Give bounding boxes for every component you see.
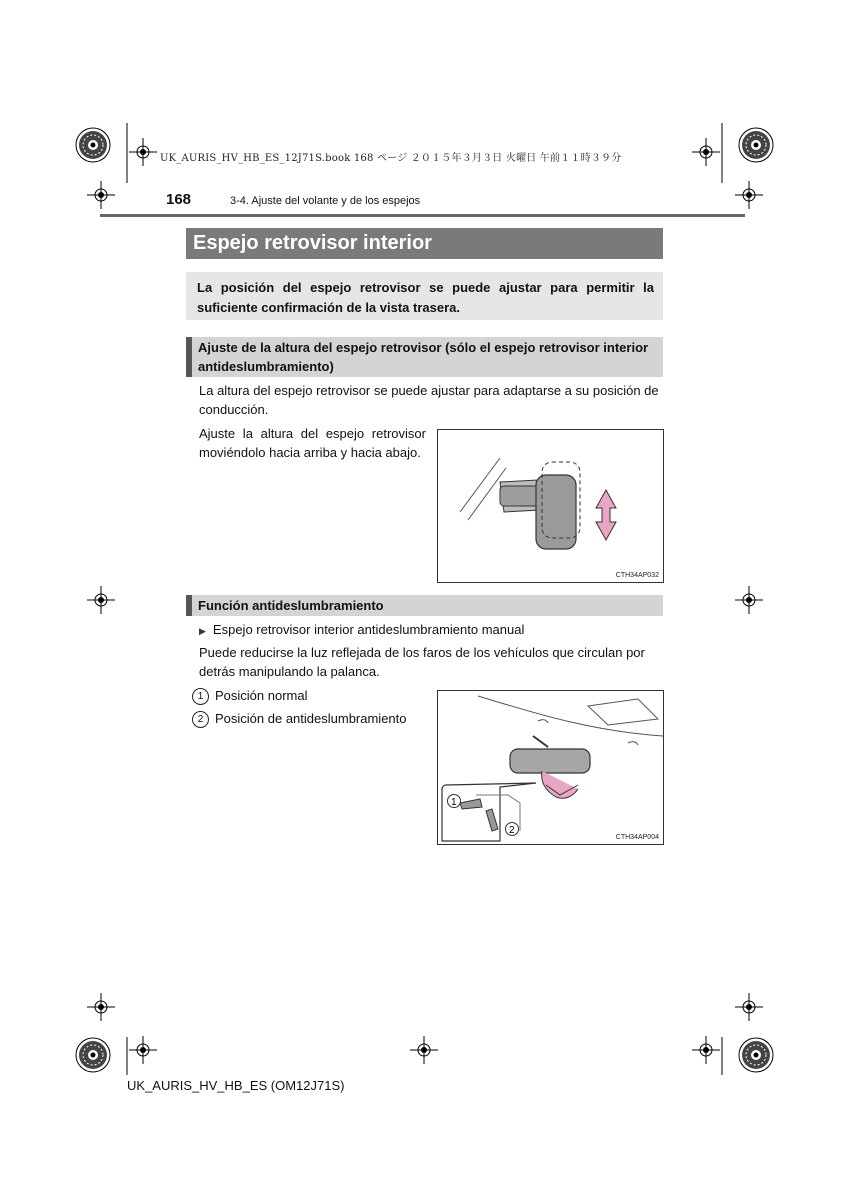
header-rule — [100, 214, 745, 217]
antiglare-lever-illustration — [438, 691, 663, 844]
figure-code: CTH34AP032 — [615, 572, 659, 579]
figure-antiglare-lever — [437, 690, 664, 845]
number-circle: 2 — [192, 711, 209, 728]
chapter-title: 3-4. Ajuste del volante y de los espejos — [230, 195, 421, 207]
paragraph-height-adjust: Ajuste la altura del espejo retrovisor moviéndolo hacia arriba y hacia abajo. — [199, 426, 426, 460]
section-heading-antiglare: Función antideslumbramiento — [186, 595, 663, 616]
figure-mirror-height — [437, 429, 664, 583]
paragraph-antiglare: Puede reducirse la luz reflejada de los faros de los vehículos que circulan por detrás manipulando la palanca. — [199, 645, 645, 679]
bullet-text: Espejo retrovisor interior antideslumbramiento manual — [212, 622, 525, 637]
number-circle: 1 — [192, 688, 209, 705]
figure-code: CTH34AP004 — [615, 834, 659, 841]
callout-2: 2 — [509, 825, 515, 836]
triangle-bullet-icon: ▶ — [199, 626, 206, 636]
page-number: 168 — [166, 191, 192, 208]
list-item — [192, 709, 407, 728]
section-heading-height: Ajuste de la altura del espejo retrovisor (sólo el espejo retrovisor interior antideslumbramiento) — [186, 337, 663, 377]
print-header: UK_AURIS_HV_HB_ES_12J71S.book 168 ページ ２０１５年３月３日 火曜日 午前１１時３９分 — [160, 153, 622, 164]
paragraph-height-intro: La altura del espejo retrovisor se puede ajustar para adaptarse a su posición de conducción. — [199, 383, 659, 417]
bullet-manual-mirror — [199, 620, 524, 641]
page-title: Espejo retrovisor interior — [186, 228, 663, 259]
list-item-label: Posición normal — [215, 688, 308, 703]
footer-text: UK_AURIS_HV_HB_ES (OM12J71S) — [127, 1078, 345, 1093]
mirror-height-illustration — [438, 430, 663, 582]
list-item-label: Posición de antideslumbramiento — [215, 711, 407, 726]
intro-box: La posición del espejo retrovisor se puede ajustar para permitir la suficiente confirmación de la vista trasera. — [186, 272, 663, 320]
callout-1: 1 — [451, 797, 457, 808]
list-item — [192, 686, 308, 705]
